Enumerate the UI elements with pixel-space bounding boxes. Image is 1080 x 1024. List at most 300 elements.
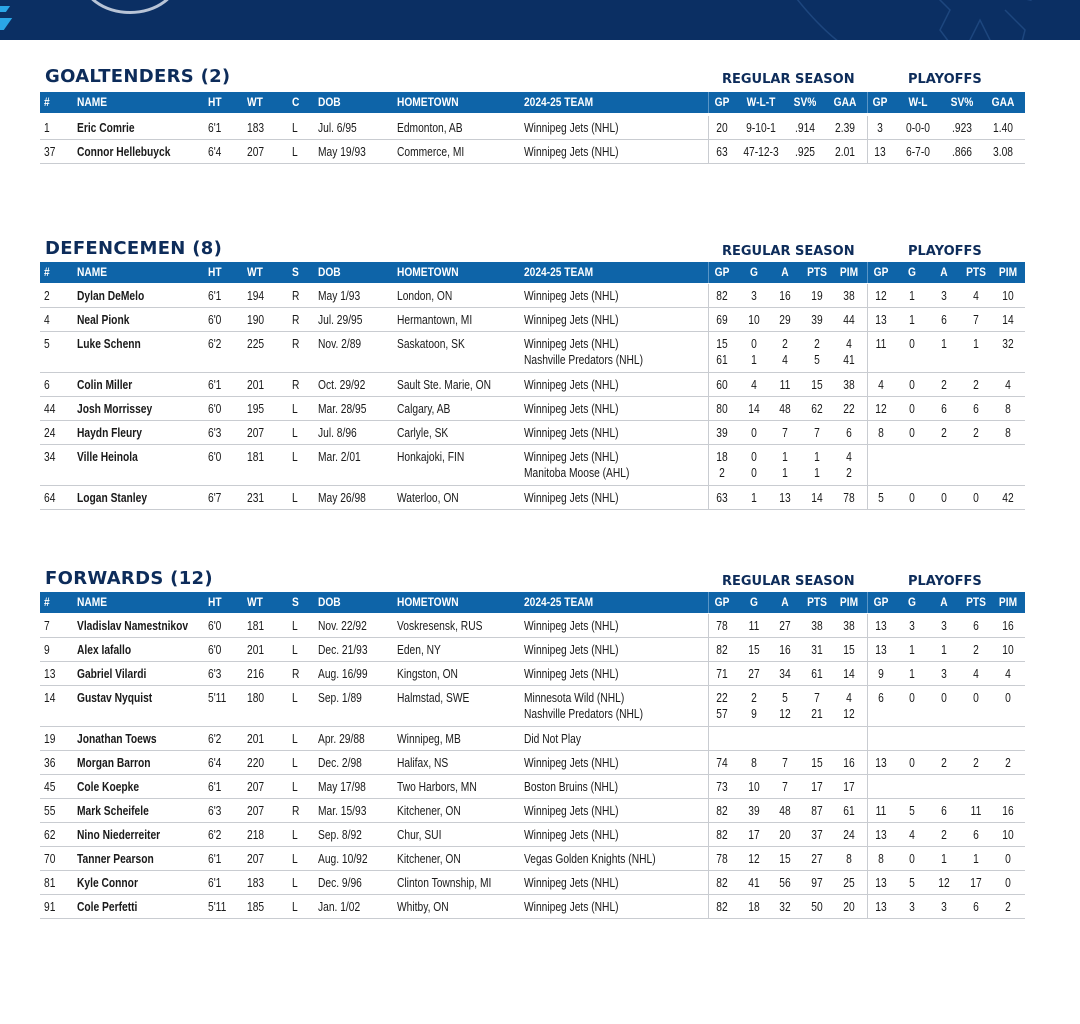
cell-a: 32	[779, 900, 791, 914]
cell-hand: L	[292, 756, 298, 770]
cell-hand: L	[292, 732, 298, 746]
cell-p_g: 3	[909, 619, 915, 633]
cell-gp: 74	[716, 756, 728, 770]
cell-num: 2	[44, 289, 50, 303]
cell-wt: 185	[247, 900, 265, 914]
cell-wt: 195	[247, 402, 265, 416]
column-header: HOMETOWN	[397, 595, 459, 609]
cell-pim: 38	[843, 289, 855, 303]
cell-pim: 61	[843, 804, 855, 818]
cell-hometown: Halmstad, SWE	[397, 691, 470, 705]
table-row	[40, 895, 1025, 919]
cell-a: 5	[782, 691, 788, 705]
column-header: G	[908, 265, 916, 279]
cell-p_gp: 13	[875, 643, 887, 657]
column-divider	[867, 895, 868, 918]
cell-hand: R	[292, 804, 300, 818]
cell-p_pim: 0	[1005, 876, 1011, 890]
column-divider	[867, 140, 868, 163]
column-divider	[708, 614, 709, 637]
cell-hand: L	[292, 900, 298, 914]
cell-dob: May 19/93	[318, 145, 366, 159]
cell-pim: 38	[843, 619, 855, 633]
cell-p_pts: 7	[973, 313, 979, 327]
cell-num: 13	[44, 667, 56, 681]
cell-g: 0	[751, 426, 757, 440]
cell-gp: 82	[716, 289, 728, 303]
column-header: GP	[714, 595, 730, 609]
cell-hand: L	[292, 828, 298, 842]
column-divider	[867, 284, 868, 307]
cell-p_pts: 6	[973, 619, 979, 633]
cell-a: 48	[779, 402, 791, 416]
cell-g-secondary: 1	[751, 353, 757, 367]
cell-pim: 44	[843, 313, 855, 327]
cell-num: 55	[44, 804, 56, 818]
table-row	[40, 638, 1025, 662]
column-header: GP	[714, 265, 730, 279]
cell-p_a: 2	[941, 756, 947, 770]
column-divider	[708, 895, 709, 918]
cell-p_a: 12	[938, 876, 950, 890]
cell-name: Tanner Pearson	[77, 852, 154, 866]
cell-dob: Jul. 29/95	[318, 313, 363, 327]
cell-p_gp: 9	[878, 667, 884, 681]
cell-dob: Jul. 6/95	[318, 121, 357, 135]
column-divider	[867, 92, 868, 113]
table-row	[40, 823, 1025, 847]
cell-p_a: 0	[941, 691, 947, 705]
cell-num: 1	[44, 121, 50, 135]
cell-team: Winnipeg Jets (NHL)	[524, 289, 619, 303]
column-divider	[867, 332, 868, 372]
cell-pts: 97	[811, 876, 823, 890]
cell-num: 4	[44, 313, 50, 327]
cell-p_a: 2	[941, 378, 947, 392]
cell-wt: 220	[247, 756, 265, 770]
cell-num: 70	[44, 852, 56, 866]
cell-p_gp: 11	[875, 804, 887, 818]
cell-pts: 62	[811, 402, 823, 416]
cell-p_pim: 0	[1005, 852, 1011, 866]
cell-wt: 190	[247, 313, 265, 327]
cell-p_pim: 10	[1002, 828, 1014, 842]
cell-name: Logan Stanley	[77, 491, 148, 505]
cell-gp: 82	[716, 900, 728, 914]
cell-a: 16	[779, 643, 791, 657]
column-divider	[708, 140, 709, 163]
cell-dob: May 17/98	[318, 780, 366, 794]
column-divider	[867, 592, 868, 613]
cell-pts-secondary: 5	[814, 353, 820, 367]
cell-hand: L	[292, 643, 298, 657]
column-header: PIM	[998, 595, 1018, 609]
cell-name: Alex Iafallo	[77, 643, 132, 657]
column-divider	[867, 486, 868, 509]
cell-pim: 14	[843, 667, 855, 681]
cell-pts: 15	[811, 756, 823, 770]
cell-dob: Sep. 1/89	[318, 691, 362, 705]
jet-outline-icon	[780, 0, 1040, 40]
table-row	[40, 332, 1025, 373]
cell-wt: 207	[247, 145, 265, 159]
cell-name: Neal Pionk	[77, 313, 130, 327]
cell-hand: R	[292, 289, 300, 303]
cell-hometown: Chur, SUI	[397, 828, 442, 842]
cell-p_g: 0	[909, 378, 915, 392]
cell-pts: 61	[811, 667, 823, 681]
cell-p_wl: 0-0-0	[906, 121, 930, 135]
cell-dob: May 1/93	[318, 289, 361, 303]
column-divider	[708, 262, 709, 283]
column-header: WT	[247, 595, 263, 609]
cell-name: Cole Koepke	[77, 780, 140, 794]
column-divider	[867, 116, 868, 139]
column-header: NAME	[77, 95, 108, 109]
playoffs-label: PLAYOFFS	[908, 72, 982, 87]
column-divider	[708, 373, 709, 396]
cell-hand: L	[292, 450, 298, 464]
cell-p_pim: 4	[1005, 667, 1011, 681]
cell-p_g: 1	[909, 289, 915, 303]
cell-p_pts: 2	[973, 643, 979, 657]
cell-p_gp: 12	[875, 402, 887, 416]
column-divider	[867, 847, 868, 870]
column-header: PIM	[839, 595, 859, 609]
cell-pts: 15	[811, 378, 823, 392]
table-row	[40, 373, 1025, 397]
column-header: NAME	[77, 265, 108, 279]
table-row	[40, 871, 1025, 895]
cell-pts: 87	[811, 804, 823, 818]
cell-p_gp: 4	[878, 378, 884, 392]
cell-hometown: Saskatoon, SK	[397, 337, 465, 351]
cell-p_g: 1	[909, 667, 915, 681]
column-divider	[708, 775, 709, 798]
cell-g: 12	[748, 852, 760, 866]
cell-hand: L	[292, 402, 298, 416]
section-title: GOALTENDERS (2)	[45, 66, 231, 87]
cell-hand: R	[292, 313, 300, 327]
cell-p_pim: 8	[1005, 402, 1011, 416]
accent-stripe	[0, 6, 10, 12]
cell-hometown: Edmonton, AB	[397, 121, 463, 135]
cell-hometown: Carlyle, SK	[397, 426, 449, 440]
cell-pim: 24	[843, 828, 855, 842]
cell-hometown: Commerce, MI	[397, 145, 465, 159]
column-divider	[708, 751, 709, 774]
cell-team: Winnipeg Jets (NHL)	[524, 450, 619, 464]
cell-hometown: Waterloo, ON	[397, 491, 459, 505]
column-header: A	[781, 595, 789, 609]
cell-g: 39	[748, 804, 760, 818]
cell-num: 36	[44, 756, 56, 770]
cell-dob: Dec. 21/93	[318, 643, 368, 657]
column-divider	[708, 686, 709, 726]
table-row	[40, 727, 1025, 751]
cell-g: 11	[748, 619, 760, 633]
cell-wt: 218	[247, 828, 265, 842]
cell-pim: 8	[846, 852, 852, 866]
cell-p_gaa: 3.08	[993, 145, 1013, 159]
section-title: DEFENCEMEN (8)	[45, 238, 223, 259]
cell-name: Colin Miller	[77, 378, 133, 392]
cell-pts: 19	[811, 289, 823, 303]
cell-dob: Mar. 2/01	[318, 450, 361, 464]
column-divider	[708, 871, 709, 894]
cell-hometown: Winnipeg, MB	[397, 732, 461, 746]
cell-pim: 15	[843, 643, 855, 657]
cell-num: 7	[44, 619, 50, 633]
cell-ht: 6'4	[208, 145, 222, 159]
column-header: A	[940, 595, 948, 609]
cell-gp-secondary: 2	[719, 466, 725, 480]
cell-hand: L	[292, 426, 298, 440]
cell-p_a: 2	[941, 426, 947, 440]
cell-pim: 22	[843, 402, 855, 416]
cell-gp: 78	[716, 852, 728, 866]
cell-name: Morgan Barron	[77, 756, 151, 770]
cell-team: Winnipeg Jets (NHL)	[524, 876, 619, 890]
cell-a-secondary: 1	[782, 466, 788, 480]
cell-ht: 6'3	[208, 667, 222, 681]
cell-p_pts: 6	[973, 402, 979, 416]
cell-p_pim: 16	[1002, 804, 1014, 818]
column-header: S	[292, 595, 299, 609]
cell-gp: 63	[716, 145, 728, 159]
cell-dob: Jul. 8/96	[318, 426, 357, 440]
cell-name: Cole Perfetti	[77, 900, 138, 914]
cell-name: Dylan DeMelo	[77, 289, 145, 303]
column-header: SV%	[793, 95, 817, 109]
cell-ht: 6'1	[208, 121, 222, 135]
cell-pts: 14	[811, 491, 823, 505]
cell-pim: 38	[843, 378, 855, 392]
cell-name: Luke Schenn	[77, 337, 141, 351]
cell-team: Winnipeg Jets (NHL)	[524, 337, 619, 351]
cell-ht: 6'0	[208, 313, 222, 327]
cell-num: 6	[44, 378, 50, 392]
cell-svp: .914	[795, 121, 815, 135]
cell-gp: 60	[716, 378, 728, 392]
cell-p_g: 5	[909, 876, 915, 890]
cell-ht: 6'0	[208, 450, 222, 464]
cell-num: 24	[44, 426, 56, 440]
cell-wlt: 47-12-3	[743, 145, 779, 159]
table-row	[40, 847, 1025, 871]
cell-hometown: London, ON	[397, 289, 453, 303]
cell-ht: 6'2	[208, 732, 222, 746]
cell-team: Winnipeg Jets (NHL)	[524, 313, 619, 327]
cell-p_pts: 4	[973, 289, 979, 303]
cell-g: 8	[751, 756, 757, 770]
cell-team: Winnipeg Jets (NHL)	[524, 667, 619, 681]
cell-dob: Dec. 9/96	[318, 876, 362, 890]
cell-hometown: Voskresensk, RUS	[397, 619, 483, 633]
table-row	[40, 116, 1025, 140]
cell-dob: Apr. 29/88	[318, 732, 365, 746]
cell-a: 56	[779, 876, 791, 890]
cell-hand: L	[292, 121, 298, 135]
column-header: 2024-25 TEAM	[524, 95, 594, 109]
table-header	[40, 592, 1025, 613]
cell-dob: Jan. 1/02	[318, 900, 361, 914]
cell-ht: 6'7	[208, 491, 222, 505]
column-divider	[867, 775, 868, 798]
cell-hand: L	[292, 145, 298, 159]
cell-a: 7	[782, 426, 788, 440]
cell-wt: 201	[247, 732, 265, 746]
table-row	[40, 421, 1025, 445]
cell-team: Winnipeg Jets (NHL)	[524, 828, 619, 842]
cell-ht: 6'1	[208, 378, 222, 392]
cell-num: 45	[44, 780, 56, 794]
cell-p_pts: 2	[973, 378, 979, 392]
cell-gp: 71	[716, 667, 728, 681]
cell-gp: 15	[716, 337, 728, 351]
cell-p_g: 0	[909, 337, 915, 351]
cell-wt: 201	[247, 643, 265, 657]
cell-dob: Aug. 10/92	[318, 852, 368, 866]
column-header: W-L	[908, 95, 928, 109]
cell-g: 0	[751, 450, 757, 464]
cell-num: 9	[44, 643, 50, 657]
column-header: PTS	[807, 595, 827, 609]
cell-name: Kyle Connor	[77, 876, 138, 890]
cell-ht: 5'11	[208, 900, 227, 914]
table-row	[40, 486, 1025, 510]
cell-num: 62	[44, 828, 56, 842]
column-header: W-L-T	[746, 95, 776, 109]
cell-p_gp: 11	[875, 337, 887, 351]
cell-a: 15	[779, 852, 791, 866]
column-divider	[867, 871, 868, 894]
column-divider	[708, 421, 709, 444]
cell-a: 7	[782, 780, 788, 794]
column-header: #	[44, 265, 50, 279]
cell-num: 5	[44, 337, 50, 351]
cell-ht: 6'0	[208, 643, 222, 657]
cell-team: Winnipeg Jets (NHL)	[524, 804, 619, 818]
cell-dob: Mar. 15/93	[318, 804, 367, 818]
cell-team: Vegas Golden Knights (NHL)	[524, 852, 656, 866]
cell-ht: 6'0	[208, 619, 222, 633]
cell-a: 11	[779, 378, 791, 392]
cell-p_pim: 0	[1005, 691, 1011, 705]
cell-a: 16	[779, 289, 791, 303]
cell-p_g: 0	[909, 491, 915, 505]
cell-name: Connor Hellebuyck	[77, 145, 171, 159]
cell-gp: 78	[716, 619, 728, 633]
cell-hand: R	[292, 378, 300, 392]
column-divider	[708, 397, 709, 420]
cell-p_pts: 11	[970, 804, 982, 818]
cell-pts: 17	[811, 780, 823, 794]
cell-p_pim: 2	[1005, 756, 1011, 770]
cell-p_a: 1	[941, 643, 947, 657]
column-divider	[867, 373, 868, 396]
column-header: #	[44, 95, 50, 109]
cell-p_pts: 2	[973, 426, 979, 440]
cell-name: Vladislav Namestnikov	[77, 619, 189, 633]
cell-team: Winnipeg Jets (NHL)	[524, 619, 619, 633]
cell-g: 17	[748, 828, 760, 842]
column-divider	[867, 308, 868, 331]
cell-p_gp: 13	[875, 828, 887, 842]
table-row	[40, 662, 1025, 686]
cell-num: 81	[44, 876, 56, 890]
cell-hometown: Hermantown, MI	[397, 313, 473, 327]
table-row	[40, 140, 1025, 164]
cell-name: Ville Heinola	[77, 450, 138, 464]
cell-p_gp: 13	[874, 145, 886, 159]
cell-a: 27	[779, 619, 791, 633]
column-divider	[708, 823, 709, 846]
cell-wt: 207	[247, 804, 265, 818]
column-divider	[867, 262, 868, 283]
cell-hometown: Sault Ste. Marie, ON	[397, 378, 491, 392]
cell-p_gp: 13	[875, 619, 887, 633]
cell-num: 91	[44, 900, 56, 914]
cell-a: 1	[782, 450, 788, 464]
cell-pts: 50	[811, 900, 823, 914]
cell-ht: 6'3	[208, 804, 222, 818]
cell-dob: Sep. 8/92	[318, 828, 362, 842]
table-row	[40, 284, 1025, 308]
column-header: A	[940, 265, 948, 279]
cell-pts: 27	[811, 852, 823, 866]
column-header: WT	[247, 95, 263, 109]
cell-g: 14	[748, 402, 760, 416]
cell-pim: 17	[843, 780, 855, 794]
cell-p_pim: 2	[1005, 900, 1011, 914]
cell-name: Mark Scheifele	[77, 804, 149, 818]
cell-dob: Nov. 22/92	[318, 619, 367, 633]
table-row	[40, 799, 1025, 823]
cell-pim: 4	[846, 450, 852, 464]
cell-p_wl: 6-7-0	[906, 145, 930, 159]
cell-ht: 6'4	[208, 756, 222, 770]
cell-pim: 20	[843, 900, 855, 914]
column-divider	[708, 116, 709, 139]
cell-gp: 82	[716, 804, 728, 818]
cell-p_gp: 13	[875, 756, 887, 770]
column-header: GP	[873, 595, 889, 609]
cell-g: 41	[748, 876, 760, 890]
cell-pim: 6	[846, 426, 852, 440]
cell-p_gp: 8	[878, 426, 884, 440]
cell-wt: 201	[247, 378, 265, 392]
cell-hand: L	[292, 619, 298, 633]
cell-num: 64	[44, 491, 56, 505]
cell-p_gp: 13	[875, 900, 887, 914]
cell-ht: 6'3	[208, 426, 222, 440]
cell-p_gp: 13	[875, 876, 887, 890]
cell-team: Winnipeg Jets (NHL)	[524, 426, 619, 440]
column-header: S	[292, 265, 299, 279]
regular-season-label: REGULAR SEASON	[722, 72, 855, 87]
column-divider	[708, 486, 709, 509]
column-divider	[708, 727, 709, 750]
cell-p_a: 0	[941, 491, 947, 505]
cell-hand: L	[292, 876, 298, 890]
cell-name: Nino Niederreiter	[77, 828, 161, 842]
cell-gp-secondary: 57	[716, 707, 728, 721]
cell-p_pts: 0	[973, 691, 979, 705]
cell-hometown: Kingston, ON	[397, 667, 458, 681]
cell-pts: 1	[814, 450, 820, 464]
logo-ring-icon	[80, 0, 180, 14]
